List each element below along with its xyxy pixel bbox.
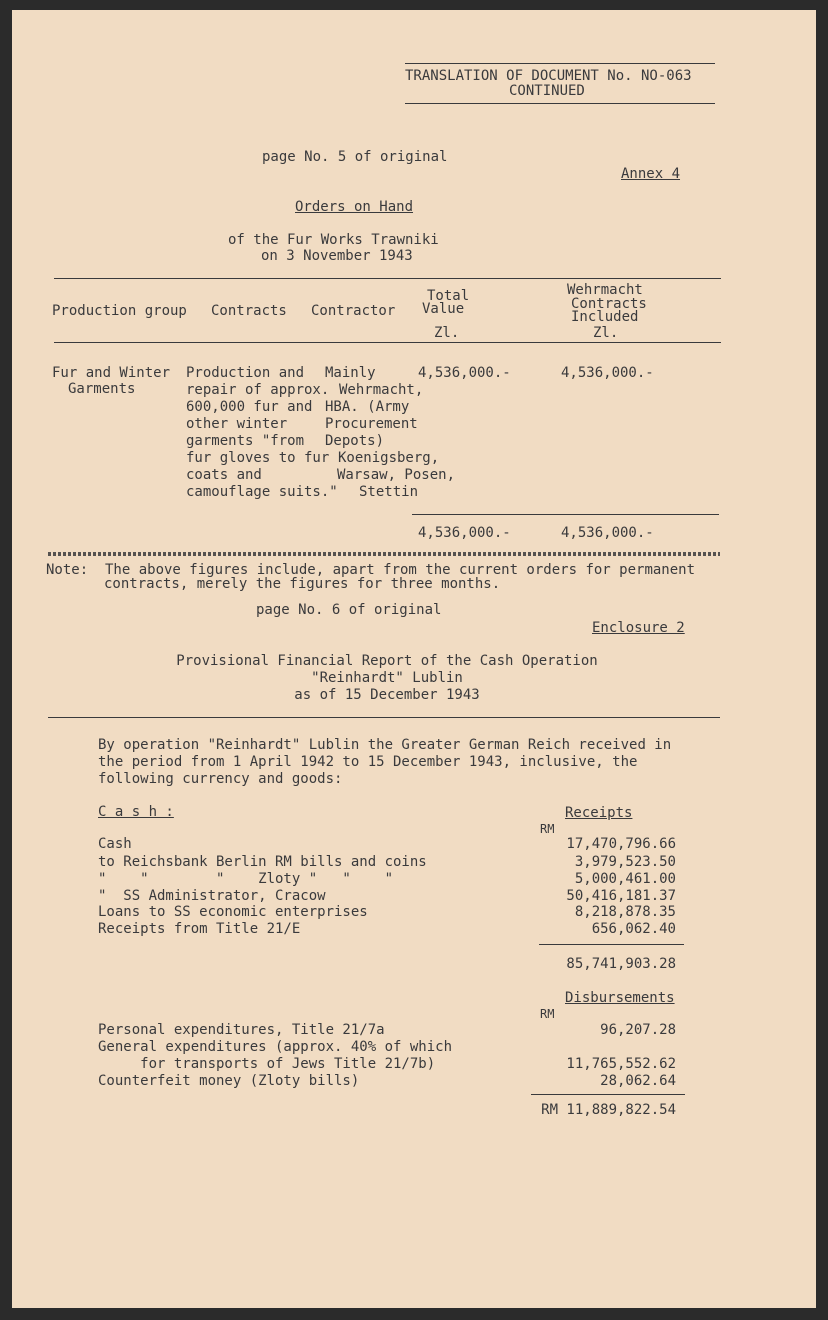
table-rule-top: [54, 278, 721, 279]
cash-heading: C a s h :: [98, 804, 174, 820]
col-wehrmacht-unit: Zl.: [593, 325, 619, 341]
annex-label: Annex 4: [621, 166, 681, 182]
receipts-total: 85,741,903.28: [566, 956, 676, 972]
intro-line-3: following currency and goods:: [98, 771, 343, 787]
col-wehrmacht-1: Wehrmacht: [567, 282, 643, 298]
enclosure-label: Enclosure 2: [592, 620, 685, 636]
total-value-sum: 4,536,000.-: [418, 525, 511, 541]
intro-line-1: By operation "Reinhardt" Lublin the Greater German Reich received in: [98, 737, 672, 753]
receipts-currency: RM: [540, 822, 555, 836]
orders-subtitle-1: of the Fur Works Trawniki: [228, 232, 439, 248]
receipt-amount: 50,416,181.37: [566, 888, 676, 904]
wehrmacht-sum: 4,536,000.-: [561, 525, 654, 541]
disbursement-amount: 11,765,552.62: [566, 1056, 676, 1072]
receipt-amount: 5,000,461.00: [574, 871, 676, 887]
col-wehrmacht-3: Included: [571, 309, 639, 325]
row-contractor-line: HBA. (Army: [325, 399, 410, 415]
row-group-line1: Fur and Winter: [52, 365, 171, 381]
translation-title: TRANSLATION OF DOCUMENT No. NO-063: [405, 68, 692, 84]
row-contractor-line: Warsaw, Posen,: [337, 467, 456, 483]
row-total-value: 4,536,000.-: [418, 365, 511, 381]
note-line-2: contracts, merely the figures for three months.: [104, 576, 501, 592]
receipt-label: " " " Zloty " " ": [98, 871, 394, 887]
disbursement-label: for transports of Jews Title 21/7b): [98, 1056, 436, 1072]
disbursements-total: RM 11,889,822.54: [541, 1102, 676, 1118]
col-wehrmacht-2: Contracts: [571, 296, 647, 312]
report-title-3: as of 15 December 1943: [294, 687, 480, 703]
row-contractor-line: Koenigsberg,: [338, 450, 440, 466]
row-contractor-line: Procurement: [325, 416, 418, 432]
row-contracts-line: garments "from: [186, 433, 305, 449]
row-contracts-line: camouflage suits.": [186, 484, 338, 500]
row-contracts-line: coats and: [186, 467, 262, 483]
disbursement-label: General expenditures (approx. 40% of which: [98, 1039, 453, 1055]
section-divider: [48, 552, 720, 556]
header-rule-top: [405, 63, 715, 64]
disbursement-label: Personal expenditures, Title 21/7a: [98, 1022, 385, 1038]
row-contractor-line: Mainly: [325, 365, 376, 381]
report-title-1: Provisional Financial Report of the Cash Operation: [176, 653, 598, 669]
row-contracts-line: fur gloves to fur: [186, 450, 330, 466]
receipt-label: Loans to SS economic enterprises: [98, 904, 368, 920]
row-contractor-line: Wehrmacht,: [339, 382, 424, 398]
receipt-amount: 17,470,796.66: [566, 836, 676, 852]
table-rule-header: [54, 342, 721, 343]
header-rule-bottom: [405, 103, 715, 104]
receipt-label: " SS Administrator, Cracow: [98, 888, 326, 904]
orders-title: Orders on Hand: [295, 199, 414, 215]
receipt-label: Cash: [98, 836, 132, 852]
page6-reference: page No. 6 of original: [256, 602, 442, 618]
note-line-1: Note: The above figures include, apart from the current orders for permanent: [46, 562, 696, 578]
totals-rule: [412, 514, 719, 515]
col-production-group: Production group: [52, 303, 187, 319]
receipt-amount: 8,218,878.35: [574, 904, 676, 920]
disbursement-amount: 96,207.28: [600, 1022, 676, 1038]
disbursements-currency: RM: [540, 1007, 555, 1021]
disbursement-amount: 28,062.64: [600, 1073, 676, 1089]
col-total-value-2: Value: [422, 301, 465, 317]
orders-subtitle-2: on 3 November 1943: [261, 248, 413, 264]
disbursements-total-rule: [531, 1094, 685, 1095]
col-total-value-unit: Zl.: [434, 325, 460, 341]
report-title-rule: [48, 717, 720, 718]
disbursements-heading: Disbursements: [565, 990, 675, 1006]
receipt-amount: 3,979,523.50: [574, 854, 676, 870]
receipt-label: to Reichsbank Berlin RM bills and coins: [98, 854, 427, 870]
row-contracts-line: other winter: [186, 416, 288, 432]
col-contractor: Contractor: [311, 303, 396, 319]
intro-line-2: the period from 1 April 1942 to 15 December 1943, inclusive, the: [98, 754, 638, 770]
receipt-amount: 656,062.40: [591, 921, 676, 937]
col-contracts: Contracts: [211, 303, 287, 319]
receipts-total-rule: [539, 944, 684, 945]
row-wehrmacht-value: 4,536,000.-: [561, 365, 654, 381]
row-contracts-line: repair of approx.: [186, 382, 330, 398]
row-contracts-line: 600,000 fur and: [186, 399, 313, 415]
page5-reference: page No. 5 of original: [262, 149, 448, 165]
row-group-line2: Garments: [68, 381, 136, 397]
receipt-label: Receipts from Title 21/E: [98, 921, 301, 937]
col-total-value-1: Total: [427, 288, 470, 304]
document-page: [12, 10, 816, 1308]
disbursement-label: Counterfeit money (Zloty bills): [98, 1073, 360, 1089]
receipts-heading: Receipts: [565, 805, 633, 821]
row-contractor-line: Depots): [325, 433, 385, 449]
continued-label: CONTINUED: [509, 83, 585, 99]
row-contractor-line: Stettin: [359, 484, 419, 500]
report-title-2: "Reinhardt" Lublin: [311, 670, 463, 686]
row-contracts-line: Production and: [186, 365, 305, 381]
